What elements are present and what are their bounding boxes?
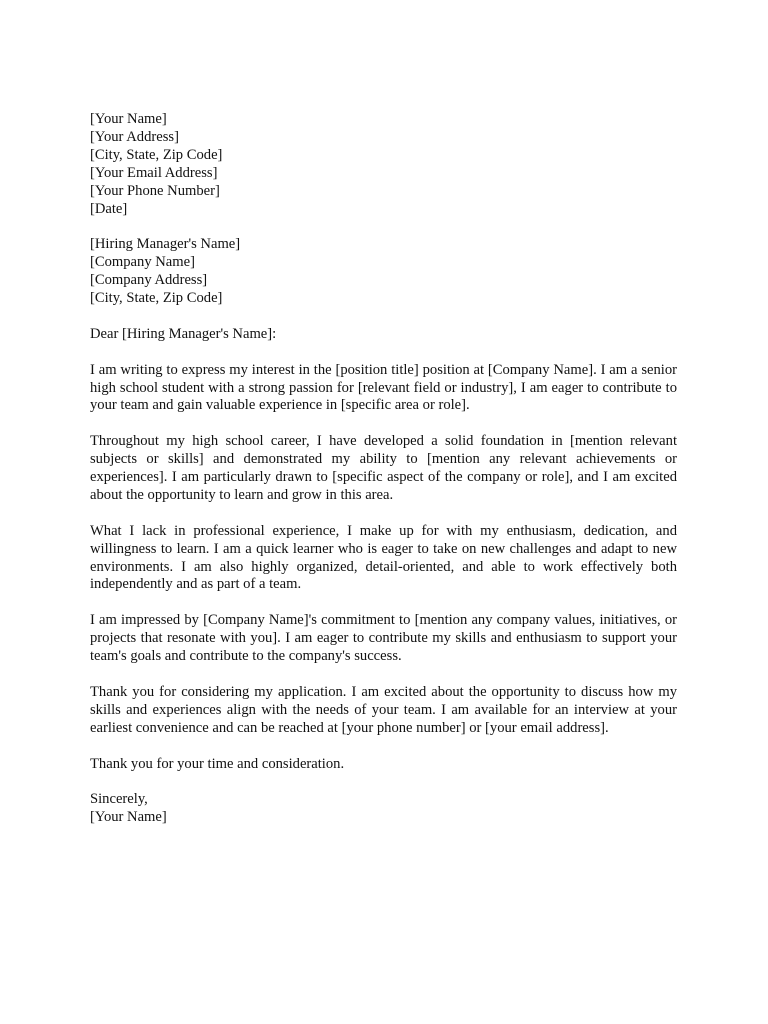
signoff: Sincerely, [90,791,148,808]
paragraph-qualities: What I lack in professional experience, I make up for with my enthusiasm, dedication, and willingness to learn. I am a quick learner who is eager to take on new challenges and adapt to new environments. I am also highly organized, detail-oriented, and able to work effectively both independently and as part of a team. [90,522,677,593]
sender-email: [Your Email Address] [90,164,218,181]
recipient-company-name: [Company Name] [90,254,195,271]
sender-phone: [Your Phone Number] [90,182,220,199]
sender-block [90,111,677,218]
closing-line: Thank you for your time and consideration. [90,755,345,772]
paragraph-thanks: Thank you for considering my application. I am excited about the opportunity to discuss how my skills and experiences align with the needs of your team. I am available for an interview at your earliest convenience and can be reached at [your phone number] or [your email address]. [90,683,677,736]
salutation: Dear [Hiring Manager's Name]: [90,325,277,342]
paragraph-background: Throughout my high school career, I have developed a solid foundation in [mention relevant subjects or skills] and demonstrated my ability to [mention any relevant achievements or experiences]. I am particularly drawn to [specific aspect of the company or role], and I am excited about the opportunity to learn and grow in this area. [90,433,677,503]
recipient-company-address: [Company Address] [90,272,208,289]
signature-name: [Your Name] [90,809,167,826]
sender-city-state-zip: [City, State, Zip Code] [90,146,223,163]
paragraph-intro: I am writing to express my interest in the [position title] position at [Company Name]. I am a senior high school student with a strong passion for [relevant field or industry], I am eager to contribute to your team and gain valuable experience in [specific area or role]. [90,361,677,414]
letter-body [90,111,677,827]
paragraph-company-interest: I am impressed by [Company Name]'s commitment to [mention any company values, initiatives, or projects that resonate with you]. I am eager to contribute my skills and enthusiasm to support your team's goals and contribute to the company's success. [90,612,677,665]
sender-name: [Your Name] [90,111,167,127]
sender-address: [Your Address] [90,128,179,145]
recipient-block [90,236,677,308]
recipient-manager-name: [Hiring Manager's Name] [90,236,241,253]
recipient-city-state-zip: [City, State, Zip Code] [90,290,223,307]
signature-block [90,791,677,827]
letter-date: [Date] [90,200,128,217]
